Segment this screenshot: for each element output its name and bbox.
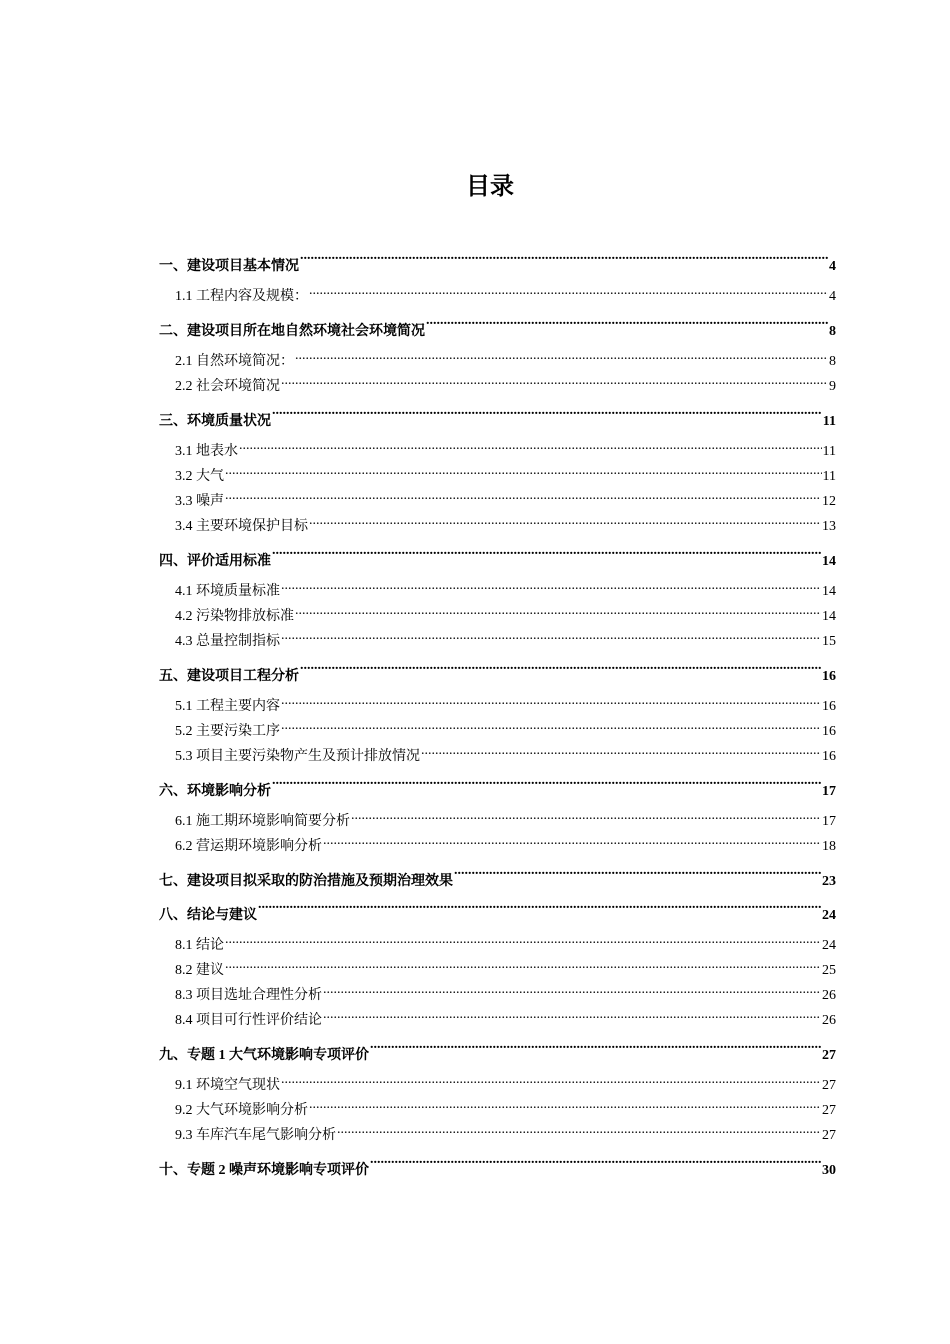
toc-section-label: 三、环境质量状况: [159, 414, 271, 429]
toc-subsection-label: 5.1 工程主要内容: [175, 699, 280, 714]
toc-page-number: 14: [822, 554, 836, 569]
toc-section-10[interactable]: [159, 1154, 836, 1188]
toc-page-number: 16: [822, 669, 836, 684]
toc-page-number: 12: [822, 494, 836, 509]
toc-leader: [309, 516, 821, 530]
toc-subsection-6-1[interactable]: [159, 809, 836, 834]
toc-section-8[interactable]: [159, 899, 836, 933]
toc-page-number: 13: [822, 519, 836, 534]
toc-subsection-2-2[interactable]: [159, 374, 836, 399]
toc-leader: [309, 1100, 821, 1114]
toc-leader: [323, 836, 821, 850]
toc-page-number: 16: [822, 699, 836, 714]
toc-section-6[interactable]: [159, 775, 836, 809]
toc-subsection-5-2[interactable]: [159, 719, 836, 744]
toc-leader: [454, 871, 821, 885]
toc-section-label: 一、建设项目基本情况: [159, 259, 299, 274]
toc-section-label: 八、结论与建议: [159, 908, 257, 923]
toc-page-number: 27: [822, 1128, 836, 1143]
toc-subsection-label: 8.4 项目可行性评价结论: [175, 1013, 322, 1028]
toc-page-number: 11: [822, 469, 836, 484]
toc-leader: [272, 411, 822, 425]
toc-subsection-label: 3.1 地表水: [175, 444, 238, 459]
toc-leader: [300, 666, 821, 680]
toc-leader: [281, 631, 821, 645]
toc-section-label: 六、环境影响分析: [159, 784, 271, 799]
toc-leader: [225, 491, 821, 505]
toc-leader: [281, 1075, 821, 1089]
toc-subsection-label: 8.3 项目选址合理性分析: [175, 988, 322, 1003]
toc-leader: [300, 256, 828, 270]
toc-page-number: 30: [822, 1163, 836, 1178]
toc-subsection-3-2[interactable]: [159, 464, 836, 489]
toc-subsection-4-3[interactable]: [159, 629, 836, 654]
toc-subsection-label: 4.3 总量控制指标: [175, 634, 280, 649]
toc-leader: [295, 606, 821, 620]
toc-page-number: 27: [822, 1048, 836, 1063]
toc-leader: [323, 1010, 821, 1024]
toc-page-number: 11: [822, 414, 836, 429]
toc-leader: [351, 811, 821, 825]
toc-leader: [281, 581, 821, 595]
toc-subsection-label: 9.2 大气环境影响分析: [175, 1103, 308, 1118]
toc-section-1[interactable]: [159, 250, 836, 284]
toc-page-number: 15: [822, 634, 836, 649]
toc-page-number: 24: [822, 908, 836, 923]
toc-page-number: 26: [822, 1013, 836, 1028]
toc-subsection-3-1[interactable]: [159, 439, 836, 464]
toc-subsection-1-1[interactable]: [159, 284, 836, 309]
toc-subsection-8-1[interactable]: [159, 933, 836, 958]
toc-subsection-label: 2.1 自然环境简况：: [175, 354, 294, 369]
toc-subsection-4-1[interactable]: [159, 579, 836, 604]
toc-page-number: 27: [822, 1103, 836, 1118]
toc-page-number: 8: [829, 354, 836, 369]
table-of-contents: [159, 250, 836, 1188]
toc-title: 目录: [466, 172, 514, 200]
toc-section-9[interactable]: [159, 1039, 836, 1073]
toc-leader: [370, 1045, 821, 1059]
toc-subsection-8-3[interactable]: [159, 983, 836, 1008]
toc-section-5[interactable]: [159, 660, 836, 694]
toc-subsection-label: 4.1 环境质量标准: [175, 584, 280, 599]
toc-subsection-3-3[interactable]: [159, 489, 836, 514]
toc-leader: [258, 905, 821, 919]
toc-subsection-6-2[interactable]: [159, 834, 836, 859]
toc-leader: [281, 721, 821, 735]
toc-section-7[interactable]: [159, 865, 836, 899]
toc-leader: [323, 985, 821, 999]
toc-leader: [421, 746, 821, 760]
toc-subsection-5-3[interactable]: [159, 744, 836, 769]
toc-subsection-9-3[interactable]: [159, 1123, 836, 1148]
toc-section-4[interactable]: [159, 545, 836, 579]
toc-leader: [281, 376, 828, 390]
toc-subsection-label: 1.1 工程内容及规模：: [175, 289, 308, 304]
toc-section-label: 九、专题 1 大气环境影响专项评价: [159, 1048, 369, 1063]
toc-section-label: 二、建设项目所在地自然环境社会环境简况: [159, 324, 425, 339]
toc-page-number: 27: [822, 1078, 836, 1093]
toc-page-number: 17: [822, 814, 836, 829]
toc-subsection-label: 8.1 结论: [175, 938, 224, 953]
toc-section-label: 五、建设项目工程分析: [159, 669, 299, 684]
toc-page-number: 11: [822, 444, 836, 459]
toc-subsection-3-4[interactable]: [159, 514, 836, 539]
toc-subsection-8-4[interactable]: [159, 1008, 836, 1033]
toc-leader: [337, 1125, 821, 1139]
toc-subsection-label: 4.2 污染物排放标准: [175, 609, 294, 624]
toc-section-label: 七、建设项目拟采取的防治措施及预期治理效果: [159, 874, 453, 889]
toc-subsection-label: 5.2 主要污染工序: [175, 724, 280, 739]
toc-leader: [272, 551, 821, 565]
toc-subsection-8-2[interactable]: [159, 958, 836, 983]
toc-section-label: 四、评价适用标准: [159, 554, 271, 569]
toc-page-number: 4: [829, 259, 836, 274]
toc-leader: [426, 321, 828, 335]
toc-leader: [309, 286, 828, 300]
toc-subsection-4-2[interactable]: [159, 604, 836, 629]
toc-leader: [281, 696, 821, 710]
toc-page-number: 14: [822, 584, 836, 599]
toc-section-label: 十、专题 2 噪声环境影响专项评价: [159, 1163, 369, 1178]
toc-page-number: 14: [822, 609, 836, 624]
toc-leader: [225, 960, 821, 974]
toc-subsection-label: 6.2 营运期环境影响分析: [175, 839, 322, 854]
toc-section-2[interactable]: [159, 315, 836, 349]
toc-page-number: 16: [822, 749, 836, 764]
toc-subsection-5-1[interactable]: [159, 694, 836, 719]
toc-leader: [225, 935, 821, 949]
toc-leader: [225, 466, 822, 480]
toc-subsection-9-2[interactable]: [159, 1098, 836, 1123]
toc-page-number: 25: [822, 963, 836, 978]
toc-leader: [239, 441, 822, 455]
toc-page-number: 16: [822, 724, 836, 739]
toc-page-number: 24: [822, 938, 836, 953]
toc-leader: [295, 351, 828, 365]
toc-subsection-label: 9.3 车库汽车尾气影响分析: [175, 1128, 336, 1143]
toc-leader: [370, 1160, 821, 1174]
toc-page-number: 23: [822, 874, 836, 889]
toc-subsection-label: 8.2 建议: [175, 963, 224, 978]
toc-subsection-label: 3.3 噪声: [175, 494, 224, 509]
toc-subsection-label: 3.4 主要环境保护目标: [175, 519, 308, 534]
toc-page-number: 9: [829, 379, 836, 394]
toc-subsection-label: 6.1 施工期环境影响简要分析: [175, 814, 350, 829]
toc-subsection-9-1[interactable]: [159, 1073, 836, 1098]
toc-section-3[interactable]: [159, 405, 836, 439]
toc-subsection-label: 5.3 项目主要污染物产生及预计排放情况: [175, 749, 420, 764]
toc-page-number: 8: [829, 324, 836, 339]
toc-page-number: 18: [822, 839, 836, 854]
toc-subsection-label: 2.2 社会环境简况: [175, 379, 280, 394]
toc-leader: [272, 781, 821, 795]
toc-subsection-2-1[interactable]: [159, 349, 836, 374]
toc-page-number: 17: [822, 784, 836, 799]
toc-subsection-label: 3.2 大气: [175, 469, 224, 484]
toc-page-number: 4: [829, 289, 836, 304]
toc-page-number: 26: [822, 988, 836, 1003]
toc-subsection-label: 9.1 环境空气现状: [175, 1078, 280, 1093]
